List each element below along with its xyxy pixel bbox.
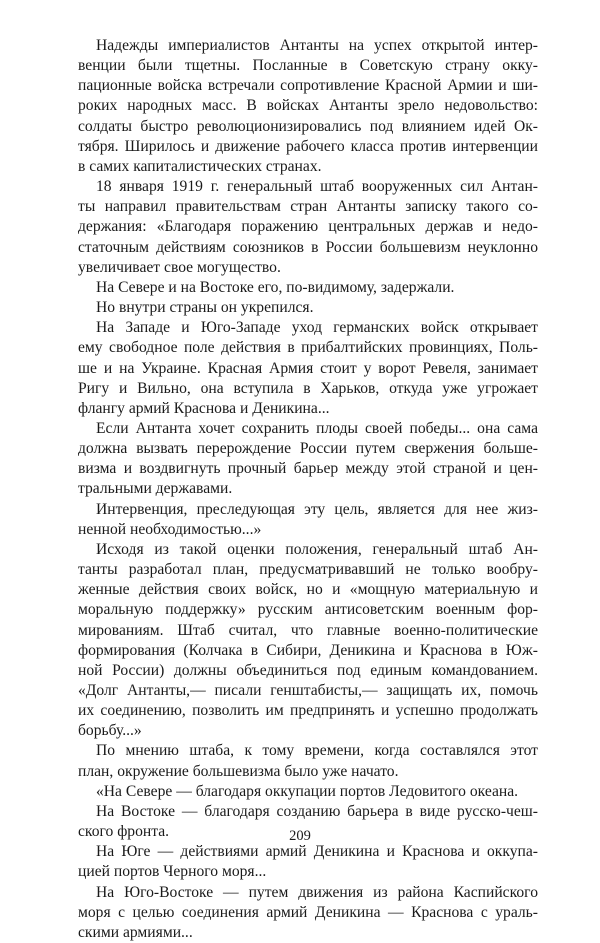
text-line: «На Севере — благодаря оккупации портов Ледовитого океана. bbox=[96, 782, 519, 800]
paragraph bbox=[78, 419, 538, 500]
text-line: На Севере и на Востоке его, по-видимому, задержали. bbox=[96, 278, 455, 296]
text-line: цией портов Черного моря... bbox=[78, 863, 267, 881]
text-line: визма и воздвигнуть прочный барьер между этой страной и цен- bbox=[78, 460, 538, 478]
text-line: На Юге — действиями армий Деникина и Краснова и оккупа- bbox=[96, 843, 538, 861]
paragraph bbox=[78, 842, 538, 882]
text-line: ше и на Украине. Красная Армия стоит у ворот Ревеля, занимает bbox=[78, 359, 538, 377]
paragraph bbox=[78, 278, 538, 298]
text-line: На Западе и Юго-Западе уход германских войск открывает bbox=[96, 319, 538, 337]
text-line: На Востоке — благодаря созданию барьера в виде русско-чеш- bbox=[96, 802, 538, 820]
text-line: Если Антанта хочет сохранить плоды своей победы... она сама bbox=[96, 419, 538, 437]
paragraph bbox=[78, 318, 538, 419]
page-number: 209 bbox=[289, 828, 311, 844]
paragraph bbox=[78, 883, 538, 943]
paragraph bbox=[78, 782, 538, 802]
text-line: флангу армий Краснова и Деникина... bbox=[78, 399, 330, 417]
text-line: солдаты быстро революционизировались под влиянием идей Ок- bbox=[78, 117, 538, 135]
text-line: ского фронта. bbox=[78, 823, 170, 841]
text-line: «Долг Антанты,— писали генштабисты,— защищать их, помочь bbox=[78, 682, 538, 699]
text-line: ненной необходимостью...» bbox=[78, 520, 262, 538]
paragraph bbox=[78, 298, 538, 318]
paragraph bbox=[78, 36, 538, 177]
text-line: венции были тщетны. Посланные в Советскую страну окку- bbox=[78, 57, 538, 75]
text-line: Ригу и Вильно, она вступила в Харьков, откуда уже угрожает bbox=[78, 379, 538, 397]
text-line: Интервенция, преследующая эту цель, является для нее жиз- bbox=[96, 500, 538, 518]
text-line: тральными державами. bbox=[78, 480, 233, 498]
text-line: моральную поддержку» русским антисоветским военным фор- bbox=[78, 601, 538, 619]
body-text bbox=[78, 36, 538, 943]
text-line: формирования (Колчака в Сибири, Деникина и Краснова в Юж- bbox=[78, 641, 538, 659]
paragraph bbox=[78, 540, 538, 742]
text-line: держания: «Благодаря поражению центральных держав и недо- bbox=[78, 218, 538, 236]
text-line: ты направил правительствам стран Антанты записку такого со- bbox=[78, 198, 538, 216]
text-line: план, окружение большевизма было уже начато. bbox=[78, 762, 399, 780]
text-line: скими армиями... bbox=[78, 923, 193, 941]
text-line: тября. Ширилось и движение рабочего класса против интервенции bbox=[78, 137, 538, 155]
text-line: статочным действиям союзников в России большевизм неуклонно bbox=[78, 238, 538, 256]
text-line: моря с целью соединения армий Деникина — Краснова с ураль- bbox=[78, 903, 538, 921]
paragraph bbox=[78, 741, 538, 781]
text-line: 18 января 1919 г. генеральный штаб вооруженных сил Антан- bbox=[96, 178, 538, 196]
text-line: увеличивает свое могущество. bbox=[78, 258, 281, 276]
paragraph bbox=[78, 177, 538, 278]
text-line: роких народных масс. В войсках Антанты зрело недовольство: bbox=[78, 97, 538, 115]
text-line: По мнению штаба, к тому времени, когда составлялся этот bbox=[96, 742, 538, 760]
text-line: На Юго-Востоке — путем движения из района Каспийского bbox=[96, 883, 538, 901]
text-line: Но внутри страны он укрепился. bbox=[96, 299, 314, 317]
text-line: их соединению, позволить им предпринять и успешно продолжать bbox=[78, 702, 538, 720]
text-line: в самих капиталистических странах. bbox=[78, 157, 322, 175]
text-line: мированиям. Штаб считал, что главные военно-политические bbox=[78, 621, 538, 639]
text-line: женные действия своих войск, но и «мощную материальную и bbox=[78, 581, 538, 599]
text-line: должна вызвать перерождение России путем свержения больше- bbox=[78, 440, 538, 458]
text-line: пационные войска встречали сопротивление Красной Армии и ши- bbox=[78, 77, 538, 95]
text-line: борьбу...» bbox=[78, 722, 142, 740]
text-line: ему свободное поле действия в прибалтийских провинциях, Поль- bbox=[78, 339, 538, 357]
text-line: танты разработал план, предусматривавший не только вообру- bbox=[78, 561, 538, 579]
text-line: Исходя из такой оценки положения, генеральный штаб Ан- bbox=[96, 540, 538, 558]
text-line: ной России) должны объединиться под единым командованием. bbox=[78, 661, 538, 679]
text-line: Надежды империалистов Антанты на успех открытой интер- bbox=[96, 37, 538, 54]
paragraph bbox=[78, 500, 538, 540]
